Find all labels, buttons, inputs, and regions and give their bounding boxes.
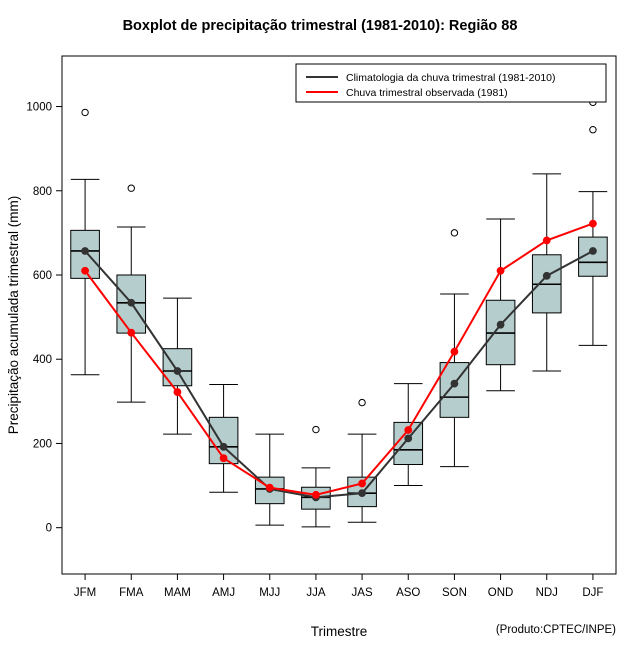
series-point [590, 220, 597, 227]
x-tick-label: AMJ [212, 587, 236, 599]
y-tick-label: 400 [32, 354, 52, 367]
series-point [405, 427, 412, 434]
legend-label: Climatologia da chuva trimestral (1981-2010) [346, 72, 556, 84]
series-point [359, 490, 366, 497]
outlier-point [451, 230, 457, 236]
box-group [486, 219, 515, 391]
series-point [590, 248, 597, 255]
x-tick-label: MAM [163, 587, 191, 599]
x-tick-label: JFM [73, 587, 97, 599]
series-point [313, 491, 320, 498]
series-point [82, 248, 89, 255]
series-point [128, 329, 135, 336]
box-group [117, 185, 146, 402]
series-point [220, 443, 227, 450]
series-point [174, 389, 181, 396]
box-group [302, 426, 331, 526]
x-tick-label: JJA [306, 587, 326, 599]
x-tick-label: DJF [582, 587, 604, 599]
series-point [266, 484, 273, 491]
x-tick-label: OND [487, 587, 514, 599]
x-tick-label: FMA [119, 587, 144, 599]
x-axis-title: Trimestre [310, 624, 368, 639]
series-point [405, 435, 412, 442]
x-tick-label: SON [441, 587, 467, 599]
series-line [85, 224, 593, 495]
x-tick-label: JAS [351, 587, 373, 599]
box-group [163, 298, 192, 434]
box-group [209, 384, 238, 492]
outlier-point [590, 126, 596, 132]
outlier-point [359, 399, 365, 405]
y-tick-label: 200 [32, 438, 52, 451]
y-tick-label: 0 [45, 522, 52, 535]
y-tick-label: 600 [32, 269, 52, 282]
x-tick-label: ASO [396, 587, 421, 599]
legend-label: Chuva trimestral observada (1981) [346, 87, 508, 99]
series-point [543, 237, 550, 244]
y-axis-title: Precipitação acumulada trimestral (mm) [6, 195, 21, 435]
series-point [220, 455, 227, 462]
series-point [174, 368, 181, 375]
outlier-point [313, 426, 319, 432]
page-title: Boxplot de precipitação trimestral (1981-2010): Região 88 [122, 18, 518, 34]
credit-label: (Produto:CPTEC/INPE) [495, 624, 616, 636]
outlier-point [128, 185, 134, 191]
series-point [543, 272, 550, 279]
box-group [348, 399, 377, 522]
series-point [497, 267, 504, 274]
series-point [82, 267, 89, 274]
series-line [85, 251, 593, 497]
series-point [128, 299, 135, 306]
series-point [497, 321, 504, 328]
y-tick-label: 800 [32, 185, 52, 198]
series-point [451, 380, 458, 387]
legend [296, 64, 606, 102]
series-point [359, 480, 366, 487]
outlier-point [82, 109, 88, 115]
x-tick-label: NDJ [535, 587, 558, 599]
series-point [451, 348, 458, 355]
x-tick-label: MJJ [259, 587, 281, 599]
y-tick-label: 1000 [26, 101, 52, 114]
box-group [71, 109, 100, 375]
